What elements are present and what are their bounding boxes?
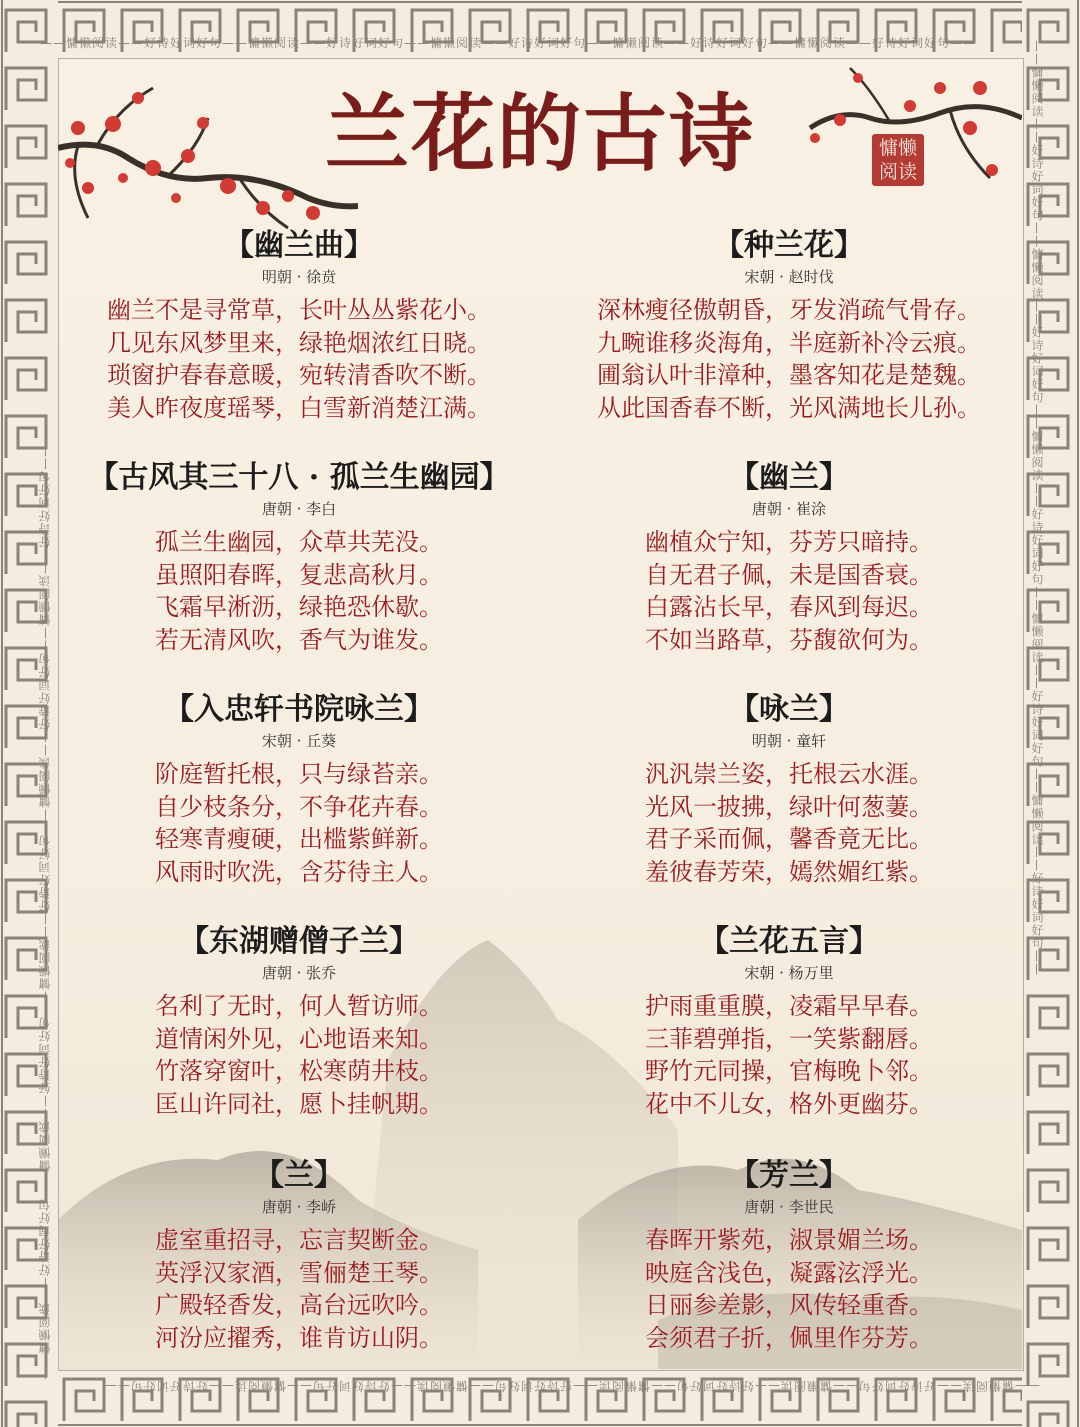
seal-line-1: 慵懒: [878, 137, 917, 159]
poem-line: 幽兰不是寻常草，长叶丛丛紫花小。: [107, 296, 491, 324]
poem-author: 宋朝 · 杨万里: [744, 964, 834, 982]
page-title: 兰花的古诗: [324, 84, 755, 183]
poem-title: 【芳兰】: [729, 1158, 849, 1193]
poem-block: [58, 922, 540, 1120]
poem-line: 阶庭暂托根，只与绿苔亲。: [155, 760, 443, 788]
poem-block: [548, 1156, 1030, 1354]
poem-line: 虚室重招寻，忘言契断金。: [155, 1226, 443, 1254]
poem-line: 名利了无时，何人暂访师。: [155, 992, 443, 1020]
poem-line: 汎汎崇兰姿，托根云水涯。: [645, 760, 933, 788]
poem-block: [58, 226, 540, 424]
poem-line: 飞霜早淅沥，绿艳恐休歇。: [155, 593, 443, 621]
poem-line: 美人昨夜度瑶琴，白雪新消楚江满。: [107, 393, 491, 422]
poem-line: 轻寒青瘦硬，出槛紫鲜新。: [155, 825, 443, 853]
poem-line: 自少枝条分，不争花卉春。: [155, 792, 443, 821]
poem-line: 虽照阳春晖，复悲高秋月。: [155, 560, 443, 589]
poem-line: 从此国香春不断，光风满地长儿孙。: [597, 393, 981, 422]
poem-line: 护雨重重膜，凌霜早早春。: [645, 992, 933, 1020]
poem-title: 【种兰花】: [714, 228, 864, 263]
watermark-top: ——慵懒阅读——好诗好词好句——慵懒阅读——好诗好词好句——慵懒阅读——好诗好词好句——慵懒阅读——好诗好词好句——慵懒阅读——好诗好词好句——: [40, 36, 977, 50]
poem-author: 宋朝 · 丘葵: [261, 732, 337, 750]
poem-block: [548, 922, 1030, 1120]
poem-line: 春晖开紫苑，淑景媚兰场。: [645, 1226, 933, 1254]
poem-line: 竹落穿窗叶，松寒荫井枝。: [155, 1057, 443, 1085]
seal-line-2: 阅读: [878, 161, 917, 183]
poem-author: 明朝 · 徐贲: [261, 268, 337, 286]
poem-line: 道情闲外见，心地语来知。: [155, 1024, 443, 1053]
poem-line: 风雨时吹洗，含芬待主人。: [155, 857, 443, 886]
poem-line: 君子采而佩，馨香竟无比。: [645, 825, 933, 853]
poem-title: 【兰】: [254, 1158, 344, 1193]
watermark-left: ——慵懒阅读——好诗好词好句——慵懒阅读——好诗好词好句——慵懒阅读——好诗好词好句——慵懒阅读——好诗好词好句——慵懒阅读——好诗好词好句——: [38, 444, 52, 1380]
poem-block: [58, 690, 540, 888]
poem-line: 琐窗护春春意暖，宛转清香吹不断。: [107, 361, 491, 389]
poem-block: [58, 458, 540, 656]
poem-line: 广殿轻香发，高台远吹吟。: [155, 1291, 443, 1319]
poem-block: [548, 226, 1030, 424]
poem-line: 野竹元同操，官梅晚卜邻。: [645, 1057, 933, 1085]
poem-title: 【东湖赠僧子兰】: [179, 924, 419, 959]
poem-author: 唐朝 · 张乔: [261, 964, 337, 982]
poem-title: 【咏兰】: [729, 692, 849, 727]
poem-line: 映庭含浅色，凝露泫浮光。: [645, 1258, 933, 1287]
poem-line: 河汾应擢秀，谁肯访山阴。: [155, 1323, 443, 1352]
poem-line: 会须君子折，佩里作芬芳。: [645, 1323, 933, 1352]
poem-line: 九畹谁移炎海角，半庭新补冷云痕。: [597, 328, 981, 357]
poem-line: 花中不儿女，格外更幽芬。: [645, 1089, 933, 1118]
poem-title: 【古风其三十八 · 孤兰生幽园】: [88, 460, 510, 495]
poem-block: [548, 690, 1030, 888]
poem-line: 孤兰生幽园，众草共芜没。: [155, 528, 443, 556]
poem-line: 英浮汉家酒，雪俪楚王琴。: [155, 1258, 443, 1287]
poem-block: [58, 1156, 540, 1354]
poem-title: 【幽兰】: [729, 460, 849, 495]
seal-stamp: [872, 134, 924, 186]
poem-line: 日丽参差影，风传轻重香。: [645, 1291, 933, 1319]
watermark-bottom: ——慵懒阅读——好诗好词好句——慵懒阅读——好诗好词好句——慵懒阅读——好诗好词好句——慵懒阅读——好诗好词好句——慵懒阅读——好诗好词好句——: [103, 1379, 1040, 1393]
poem-author: 唐朝 · 李世民: [744, 1198, 834, 1216]
poem-title: 【兰花五言】: [699, 924, 879, 959]
poem-line: 白露沾长早，春风到每迟。: [645, 593, 933, 621]
poem-block: [548, 458, 1030, 656]
poem-author: 唐朝 · 李峤: [261, 1198, 337, 1216]
poem-line: 深林瘦径傲朝昏，牙发消疏气骨存。: [597, 296, 981, 324]
poem-line: 圃翁认叶非漳种，墨客知花是楚魏。: [597, 361, 981, 389]
poem-line: 不如当路草，芬馥欲何为。: [645, 625, 933, 654]
poem-line: 几见东风梦里来，绿艳烟浓红日晓。: [107, 328, 491, 357]
poem-line: 幽植众宁知，芬芳只暗持。: [645, 528, 933, 556]
poem-line: 匡山许同社，愿卜挂帆期。: [155, 1089, 443, 1118]
poem-title: 【幽兰曲】: [224, 228, 374, 263]
poem-author: 唐朝 · 崔涂: [751, 500, 827, 518]
poem-line: 三菲碧弹指，一笑紫翻唇。: [645, 1024, 933, 1053]
poem-line: 自无君子佩，未是国香衰。: [645, 560, 933, 589]
watermark-right: ——慵懒阅读——好诗好词好句——慵懒阅读——好诗好词好句——慵懒阅读——好诗好词好句——慵懒阅读——好诗好词好句——慵懒阅读——好诗好词好句——: [1030, 40, 1044, 976]
poem-line: 若无清风吹，香气为谁发。: [155, 625, 443, 654]
poem-author: 宋朝 · 赵时伐: [744, 268, 834, 286]
poem-author: 唐朝 · 李白: [261, 500, 337, 518]
poem-line: 光风一披拂，绿叶何葱萋。: [645, 792, 933, 821]
poem-line: 羞彼春芳荣，嫣然媚红紫。: [645, 857, 933, 886]
poem-author: 明朝 · 童轩: [751, 732, 827, 750]
poem-title: 【入忠轩书院咏兰】: [164, 692, 434, 727]
